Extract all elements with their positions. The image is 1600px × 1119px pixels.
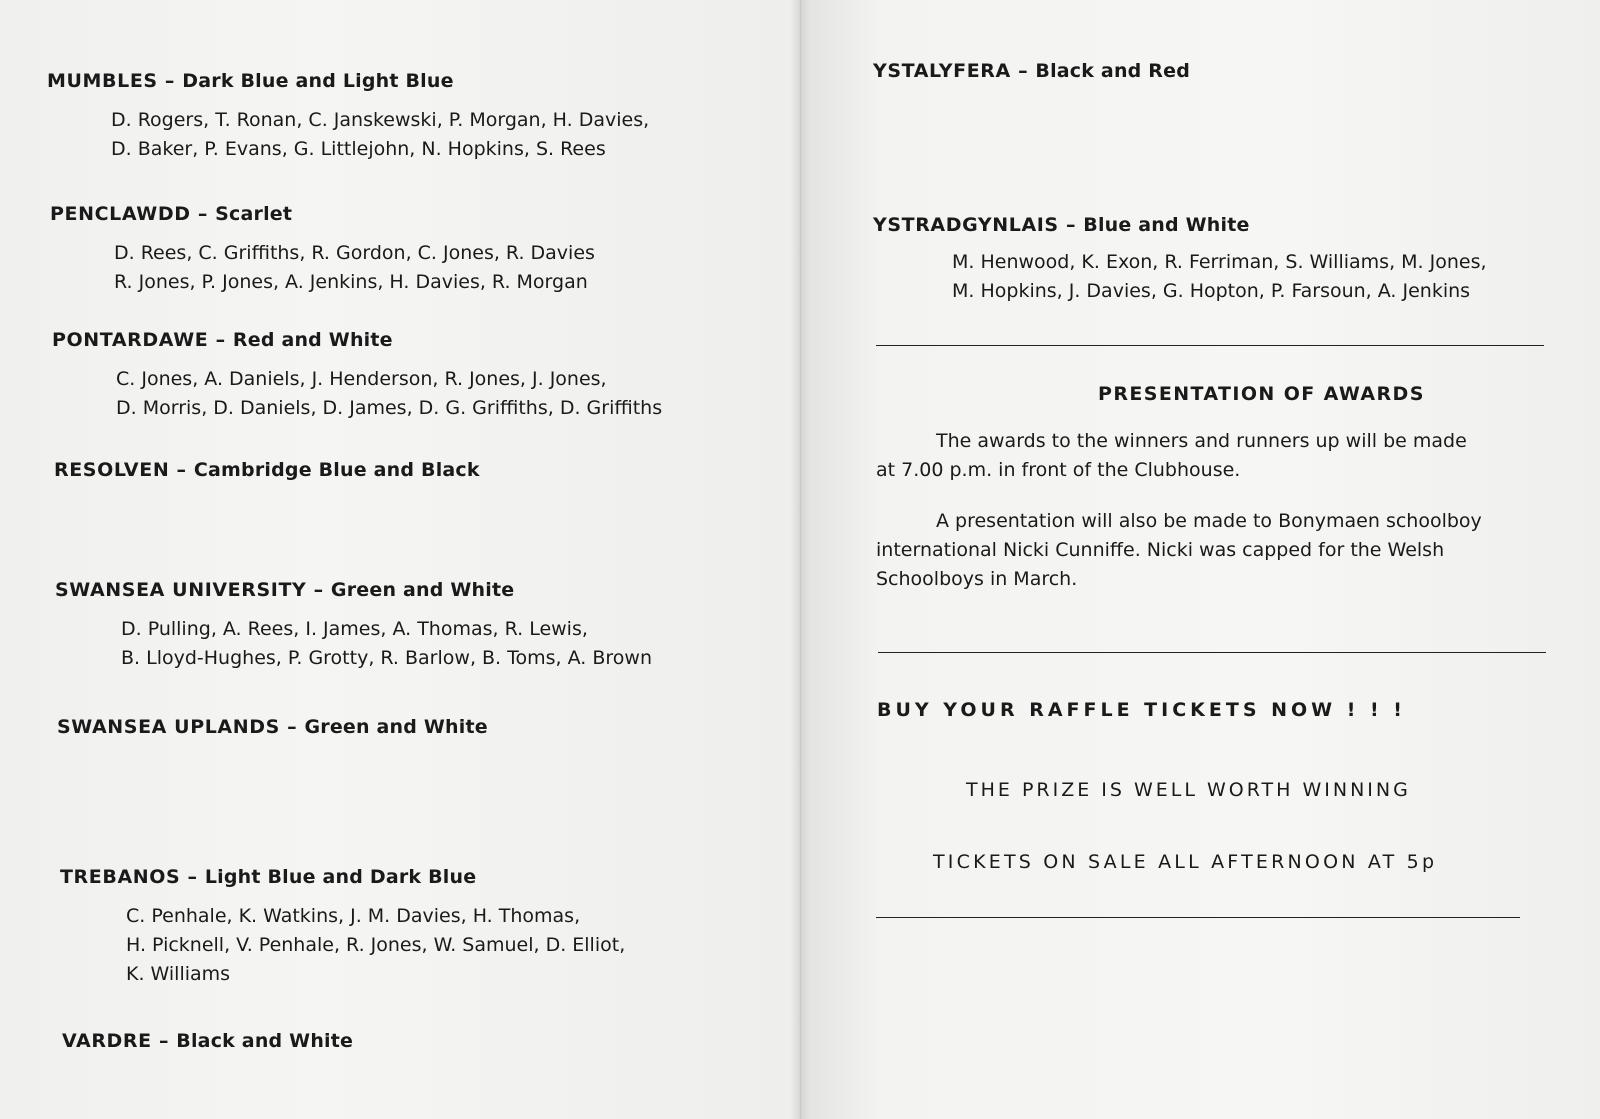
right-page (800, 0, 1600, 1119)
player-list (111, 106, 649, 164)
team-resolven (54, 459, 480, 481)
player-list (126, 902, 625, 989)
team-swansea-university (55, 579, 652, 673)
team-name: YSTALYFERA (873, 60, 1011, 82)
team-heading: PENCLAWDD – Scarlet (50, 203, 293, 225)
team-ystalyfera (873, 60, 1190, 82)
raffle-heading: BUY YOUR RAFFLE TICKETS NOW ! ! ! (877, 699, 1406, 721)
team-colours: Black and Red (1035, 60, 1190, 82)
team-heading: SWANSEA UNIVERSITY – Green and White (55, 579, 515, 601)
team-colours: Red and White (232, 329, 393, 351)
player-line: M. Hopkins, J. Davies, G. Hopton, P. Farsoun, A. Jenkins (952, 280, 1471, 302)
team-colours: Cambridge Blue and Black (193, 459, 480, 481)
team-colours: Dark Blue and Light Blue (182, 70, 454, 92)
team-name: TREBANOS (60, 866, 181, 888)
team-vardre (62, 1030, 353, 1052)
awards-heading: PRESENTATION OF AWARDS (1098, 383, 1425, 405)
player-list (114, 239, 595, 297)
team-penclawdd (50, 203, 595, 297)
team-heading: YSTRADGYNLAIS – Blue and White (873, 214, 1250, 236)
awards-text-line: at 7.00 p.m. in front of the Clubhouse. (876, 459, 1241, 481)
divider-line (876, 345, 1544, 346)
player-list (952, 248, 1487, 306)
team-heading: YSTALYFERA – Black and Red (873, 60, 1190, 82)
team-colours: Green and White (330, 579, 515, 601)
team-ystradgynlais (873, 214, 1487, 306)
team-swansea-uplands (57, 716, 488, 738)
team-name: VARDRE (62, 1030, 152, 1052)
team-heading: PONTARDAWE – Red and White (52, 329, 393, 351)
raffle-tickets-text: TICKETS ON SALE ALL AFTERNOON AT 5p (933, 851, 1438, 873)
player-line: D. Rees, C. Griffiths, R. Gordon, C. Jones, R. Davies (114, 242, 595, 264)
player-line: B. Lloyd-Hughes, P. Grotty, R. Barlow, B. Toms, A. Brown (121, 647, 652, 669)
player-line: C. Jones, A. Daniels, J. Henderson, R. Jones, J. Jones, (116, 368, 607, 390)
awards-text-line: The awards to the winners and runners up will be made (936, 430, 1467, 452)
team-pontardawe (52, 329, 662, 423)
team-colours: Green and White (304, 716, 488, 738)
player-line: K. Williams (126, 963, 231, 985)
raffle-prize-text: THE PRIZE IS WELL WORTH WINNING (966, 779, 1411, 801)
team-name: PENCLAWDD (50, 203, 191, 225)
player-line: D. Pulling, A. Rees, I. James, A. Thomas, R. Lewis, (121, 618, 588, 640)
player-line: M. Henwood, K. Exon, R. Ferriman, S. Williams, M. Jones, (952, 251, 1487, 273)
awards-paragraph-2 (876, 507, 1556, 594)
team-name: PONTARDAWE (52, 329, 209, 351)
team-name: YSTRADGYNLAIS (873, 214, 1059, 236)
team-colours: Light Blue and Dark Blue (204, 866, 477, 888)
divider-line (878, 652, 1546, 653)
team-heading: MUMBLES – Dark Blue and Light Blue (47, 70, 454, 92)
team-name: MUMBLES (47, 70, 158, 92)
divider-line (876, 917, 1520, 918)
awards-text-line: A presentation will also be made to Bonymaen schoolboy (936, 510, 1482, 532)
team-heading: SWANSEA UPLANDS – Green and White (57, 716, 488, 738)
player-list (116, 365, 662, 423)
team-name: SWANSEA UNIVERSITY (55, 579, 307, 601)
player-line: H. Picknell, V. Penhale, R. Jones, W. Samuel, D. Elliot, (126, 934, 626, 956)
team-colours: Scarlet (215, 203, 293, 225)
team-mumbles (47, 70, 649, 164)
team-colours: Blue and White (1083, 214, 1250, 236)
awards-text-line: international Nicki Cunniffe. Nicki was capped for the Welsh (876, 539, 1445, 561)
player-line: D. Morris, D. Daniels, D. James, D. G. Griffiths, D. Griffiths (116, 397, 663, 419)
player-line: C. Penhale, K. Watkins, J. M. Davies, H. Thomas, (126, 905, 581, 927)
player-line: D. Baker, P. Evans, G. Littlejohn, N. Hopkins, S. Rees (111, 138, 606, 160)
team-trebanos (60, 866, 625, 989)
team-heading: TREBANOS – Light Blue and Dark Blue (60, 866, 477, 888)
team-heading: RESOLVEN – Cambridge Blue and Black (54, 459, 480, 481)
team-heading: VARDRE – Black and White (62, 1030, 354, 1052)
player-line: R. Jones, P. Jones, A. Jenkins, H. Davies, R. Morgan (114, 271, 588, 293)
team-name: RESOLVEN (54, 459, 170, 481)
centre-fold (790, 0, 810, 1119)
team-name: SWANSEA UPLANDS (57, 716, 280, 738)
player-list (121, 615, 652, 673)
awards-paragraph-1 (876, 427, 1556, 485)
awards-text-line: Schoolboys in March. (876, 568, 1078, 590)
player-line: D. Rogers, T. Ronan, C. Janskewski, P. Morgan, H. Davies, (111, 109, 650, 131)
team-colours: Black and White (176, 1030, 354, 1052)
